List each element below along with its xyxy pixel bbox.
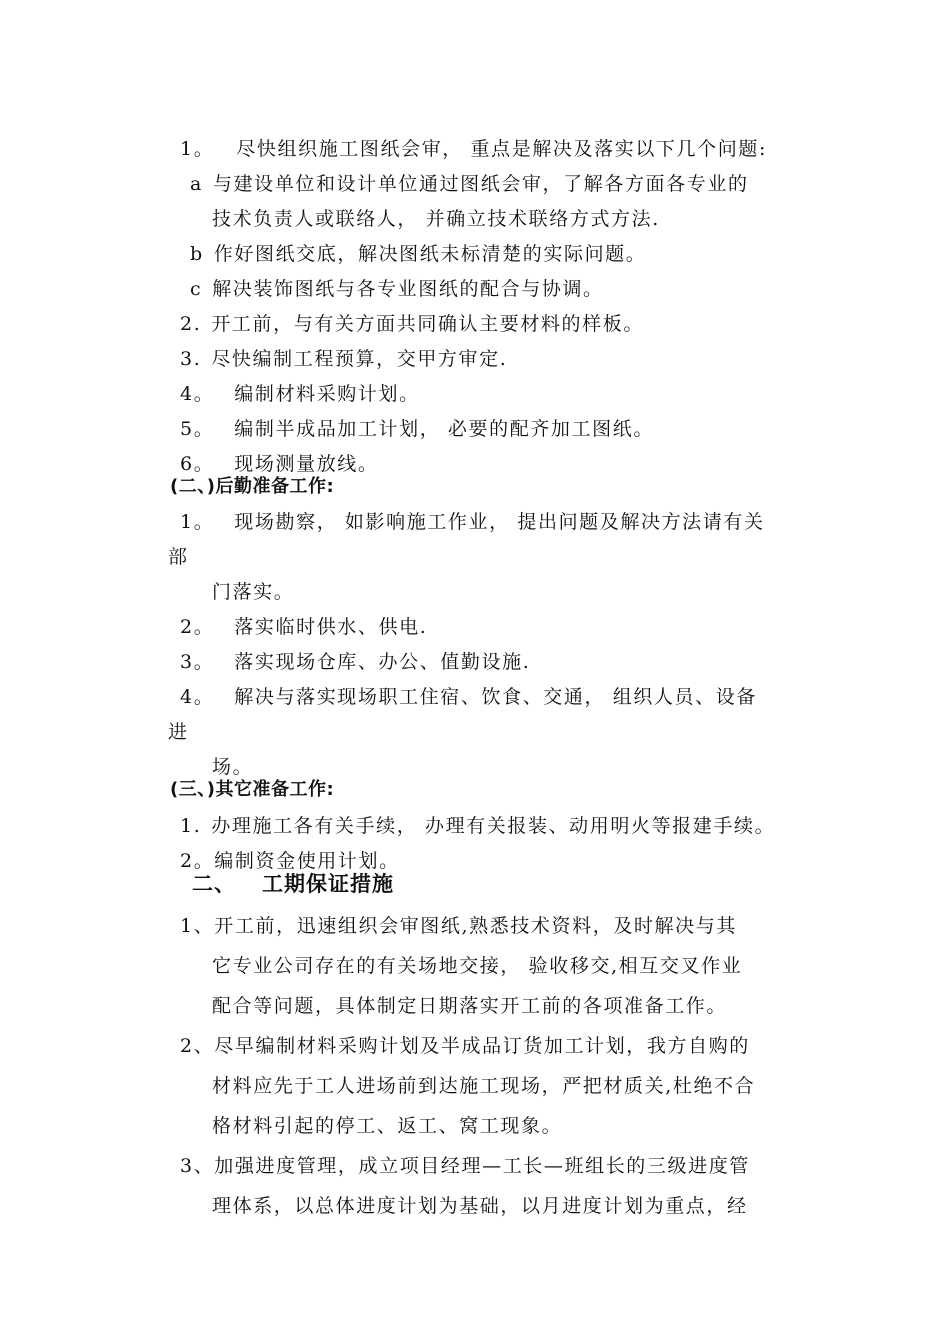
item-text: 编制材料采购计划。 [234, 383, 420, 405]
item-text: 尽快编制工程预算，交甲方审定. [211, 348, 508, 370]
item-text: 作好图纸交底，解决图纸未标清楚的实际问题。 [213, 243, 647, 265]
prep-item-6 [180, 452, 379, 476]
logistics-item-4-wrap: 进 [168, 721, 189, 743]
logistics-item-1-wrap: 部 [168, 546, 189, 568]
item-number: 2。 [180, 616, 215, 638]
item-text: 解决装饰图纸与各专业图纸的配合与协调。 [212, 278, 604, 300]
logistics-item-4-cont: 场。 [212, 756, 254, 778]
schedule-item-1 [180, 914, 737, 938]
item-number: 1。 [180, 138, 215, 160]
logistics-item-1 [180, 510, 765, 534]
item-text: 编制半成品加工计划， 必要的配齐加工图纸。 [234, 418, 654, 440]
logistics-item-2 [180, 615, 427, 639]
prep-item-a-cont [212, 207, 660, 231]
item-letter: c [190, 278, 203, 300]
prep-item-3 [180, 347, 507, 371]
section-heading: (二、)后勤准备工作: [170, 476, 335, 497]
other-item-2 [180, 849, 400, 873]
item-number: 2。 [180, 850, 215, 872]
prep-item-c [190, 277, 604, 301]
section-heading: (三、)其它准备工作: [170, 779, 335, 800]
item-number: 3。 [180, 651, 215, 673]
item-letter: a [190, 173, 203, 195]
schedule-item-1-line-3: 配合等问题，具体制定日期落实开工前的各项准备工作。 [212, 995, 728, 1017]
item-number: 3. [180, 348, 202, 370]
item-text: 尽早编制材料采购计划及半成品订货加工计划，我方自购的 [214, 1035, 750, 1057]
other-item-1 [180, 814, 775, 838]
item-letter: b [190, 243, 204, 265]
schedule-item-2-line-2: 材料应先于工人进场前到达施工现场，严把材质关,杜绝不合 [212, 1075, 756, 1097]
prep-item-b [190, 242, 646, 266]
prep-item-a [190, 172, 749, 196]
schedule-item-3-line-2: 理体系，以总体进度计划为基础，以月进度计划为重点，经 [212, 1195, 748, 1217]
item-text: 现场测量放线。 [234, 453, 379, 475]
item-number: 6。 [180, 453, 215, 475]
item-number: 4。 [180, 383, 215, 405]
item-number: 2. [180, 313, 202, 335]
item-text: 技术负责人或联络人， 并确立技术联络方式方法. [212, 208, 660, 230]
item-number: 1. [180, 815, 202, 837]
prep-item-1 [180, 137, 767, 161]
section-title [192, 872, 394, 896]
item-text: 落实现场仓库、办公、值勤设施. [234, 651, 531, 673]
item-number: 4。 [180, 686, 215, 708]
prep-item-4 [180, 382, 420, 406]
item-text: 加强进度管理，成立项目经理—工长—班组长的三级进度管 [214, 1155, 750, 1177]
logistics-item-3 [180, 650, 530, 674]
item-text: 开工前，与有关方面共同确认主要材料的样板。 [211, 313, 644, 335]
prep-item-5 [180, 417, 654, 441]
item-text: 编制资金使用计划。 [214, 850, 400, 872]
item-number: 2、 [180, 1035, 215, 1057]
section-number: 二、 [192, 872, 236, 896]
item-text: 开工前，迅速组织会审图纸,熟悉技术资料，及时解决与其 [214, 915, 737, 937]
item-number: 1、 [180, 915, 215, 937]
item-text: 现场勘察， 如影响施工作业， 提出问题及解决方法请有关 [234, 511, 765, 533]
item-text: 落实临时供水、供电. [234, 616, 428, 638]
item-text: 办理施工各有关手续， 办理有关报装、动用明火等报建手续。 [211, 815, 776, 837]
item-number: 1。 [180, 511, 215, 533]
item-text: 与建设单位和设计单位通过图纸会审，了解各方面各专业的 [212, 173, 749, 195]
schedule-item-1-line-2: 它专业公司存在的有关场地交接， 验收移交,相互交叉作业 [212, 955, 743, 977]
section-title-text: 工期保证措施 [262, 872, 394, 896]
prep-item-2 [180, 312, 644, 336]
schedule-item-2-line-3: 格材料引起的停工、返工、窝工现象。 [212, 1115, 563, 1137]
logistics-item-4 [180, 685, 757, 709]
item-number: 3、 [180, 1155, 215, 1177]
schedule-item-2 [180, 1034, 750, 1058]
item-text: 解决与落实现场职工住宿、饮食、交通， 组织人员、设备 [234, 686, 757, 708]
item-number: 5。 [180, 418, 215, 440]
logistics-item-1-cont: 门落实。 [212, 581, 295, 603]
item-text: 尽快组织施工图纸会审， 重点是解决及落实以下几个问题: [236, 138, 767, 160]
schedule-item-3 [180, 1154, 750, 1178]
